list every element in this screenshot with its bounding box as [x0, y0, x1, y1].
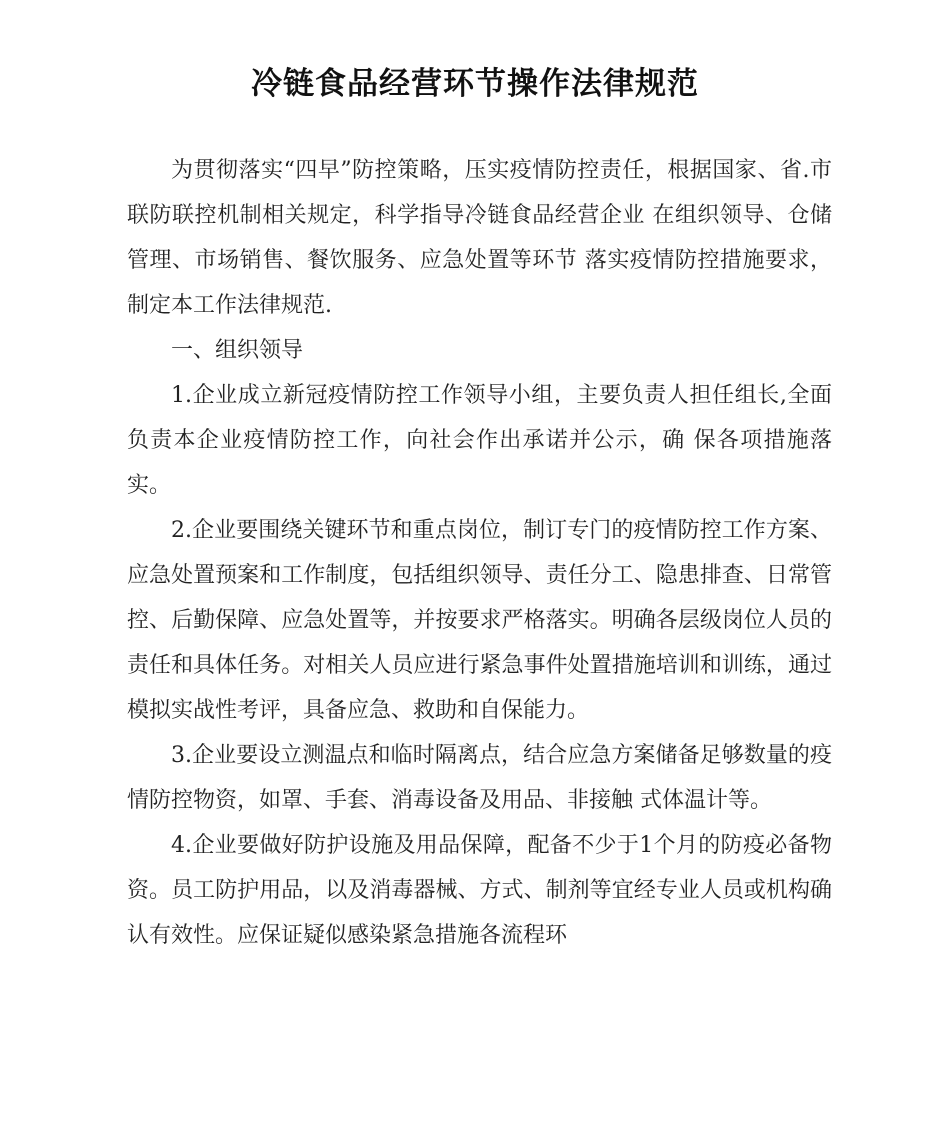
- section-heading-organization: 一、组织领导: [171, 338, 304, 363]
- intro-paragraph: 为贯彻落实“四早”防控策略，压实疫情防控责任，根据国家、省.市联防联控机制相关规定，科学指导冷链食品经营企业 在组织领导、仓储管理、市场销售、餐饮服务、应急处置等环节 落实疫情防控措施要求，制定本工作法律规范.: [127, 158, 832, 318]
- clause-3-paragraph: 3.企业要设立测温点和临时隔离点，结合应急方案储备足够数量的疫情防控物资，如罩、手套、消毒设备及用品、非接触 式体温计等。: [127, 743, 832, 813]
- clause-2-paragraph: 2.企业要围绕关键环节和重点岗位，制订专门的疫情防控工作方案、应急处置预案和工作制度，包括组织领导、责任分工、隐患排查、日常管控、后勤保障、应急处置等，并按要求严格落实。明确各层级岗位人员的责任和具体任务。对相关人员应进行紧急事件处置措施培训和训练，通过模拟实战性考评，具备应急、救助和自保能力。: [127, 518, 832, 723]
- clause-1-paragraph: 1.企业成立新冠疫情防控工作领导小组，主要负责人担任组长,全面负责本企业疫情防控工作，向社会作出承诺并公示，确 保各项措施落实。: [127, 383, 832, 498]
- document-title: 冷链食品经营环节操作法律规范: [251, 66, 699, 102]
- clause-4-paragraph: 4.企业要做好防护设施及用品保障，配备不少于1个月的防疫必备物资。员工防护用品，以及消毒器械、方式、制剂等宜经专业人员或机构确认有效性。应保证疑似感染紧急措施各流程环: [127, 833, 832, 948]
- document-body: [127, 148, 832, 958]
